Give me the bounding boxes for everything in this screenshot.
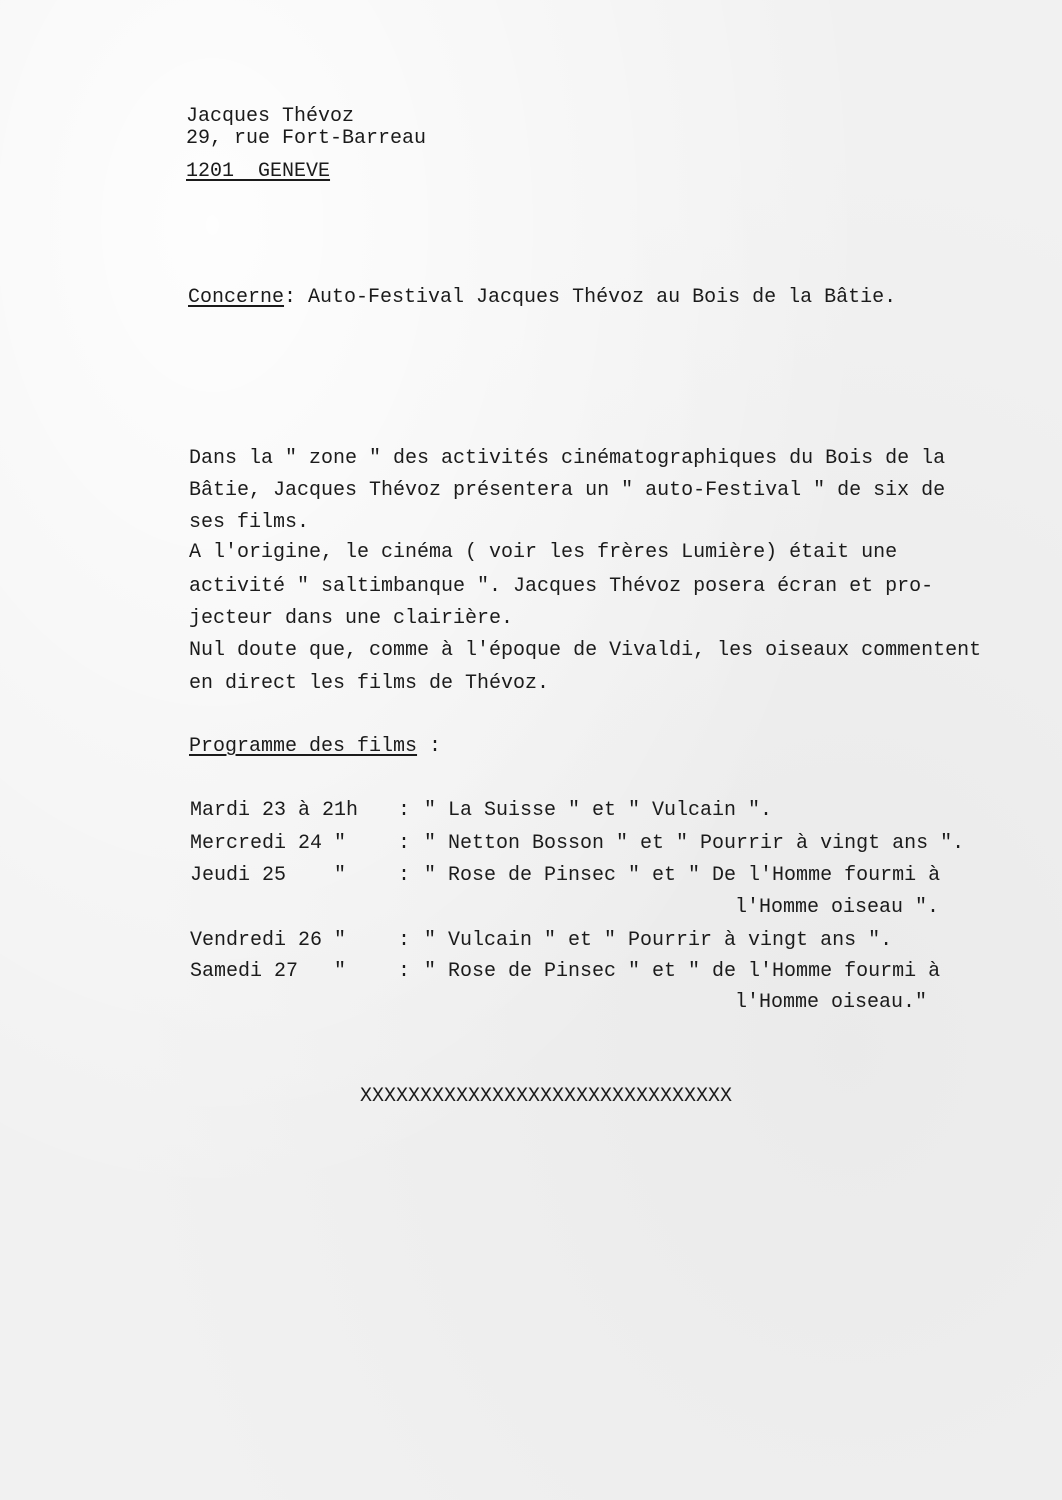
sender-name: Jacques Thévoz [186, 105, 355, 128]
programme-heading [189, 737, 441, 757]
schedule-films: " Rose de Pinsec " et " de l'Homme fourmi à [424, 960, 941, 983]
body-line: Nul doute que, comme à l'époque de Vivaldi, les oiseaux commentent [189, 639, 982, 662]
schedule-separator: : [398, 864, 411, 887]
schedule-day: Mercredi 24 " [190, 832, 347, 855]
schedule-separator: : [398, 929, 411, 952]
body-line: jecteur dans une clairière. [189, 607, 514, 630]
schedule-day: Samedi 27 " [190, 960, 347, 983]
schedule-films: " La Suisse " et " Vulcain ". [424, 799, 773, 822]
body-line: en direct les films de Thévoz. [189, 672, 550, 695]
subject-line [188, 288, 896, 308]
programme-heading-label: Programme des films [189, 735, 418, 758]
schedule-separator: : [398, 960, 411, 983]
schedule-day: Mardi 23 à 21h [190, 799, 359, 822]
closing-separator: XXXXXXXXXXXXXXXXXXXXXXXXXXXXXXX [360, 1085, 733, 1108]
sender-street: 29, rue Fort-Barreau [186, 127, 427, 150]
schedule-day: Vendredi 26 " [190, 929, 347, 952]
subject-text: : Auto-Festival Jacques Thévoz au Bois de la Bâtie. [284, 286, 897, 309]
body-line: Dans la " zone " des activités cinématographiques du Bois de la [189, 447, 946, 470]
schedule-films: " Netton Bosson " et " Pourrir à vingt ans ". [424, 832, 965, 855]
schedule-day: Jeudi 25 " [190, 864, 347, 887]
schedule-separator: : [398, 799, 411, 822]
schedule-films-continued: l'Homme oiseau." [735, 991, 928, 1014]
body-line: ses films. [189, 511, 310, 534]
schedule-films-continued: l'Homme oiseau ". [735, 896, 940, 919]
subject-label: Concerne [188, 286, 285, 309]
body-line: A l'origine, le cinéma ( voir les frères Lumière) était une [189, 541, 898, 564]
schedule-films: " Vulcain " et " Pourrir à vingt ans ". [424, 929, 893, 952]
programme-heading-suffix: : [417, 735, 442, 758]
sender-city: 1201 GENEVE [186, 160, 331, 183]
schedule-films: " Rose de Pinsec " et " De l'Homme fourmi à [424, 864, 941, 887]
body-line: activité " saltimbanque ". Jacques Thévoz posera écran et pro- [189, 575, 934, 598]
body-line: Bâtie, Jacques Thévoz présentera un " auto-Festival " de six de [189, 479, 946, 502]
schedule-separator: : [398, 832, 411, 855]
